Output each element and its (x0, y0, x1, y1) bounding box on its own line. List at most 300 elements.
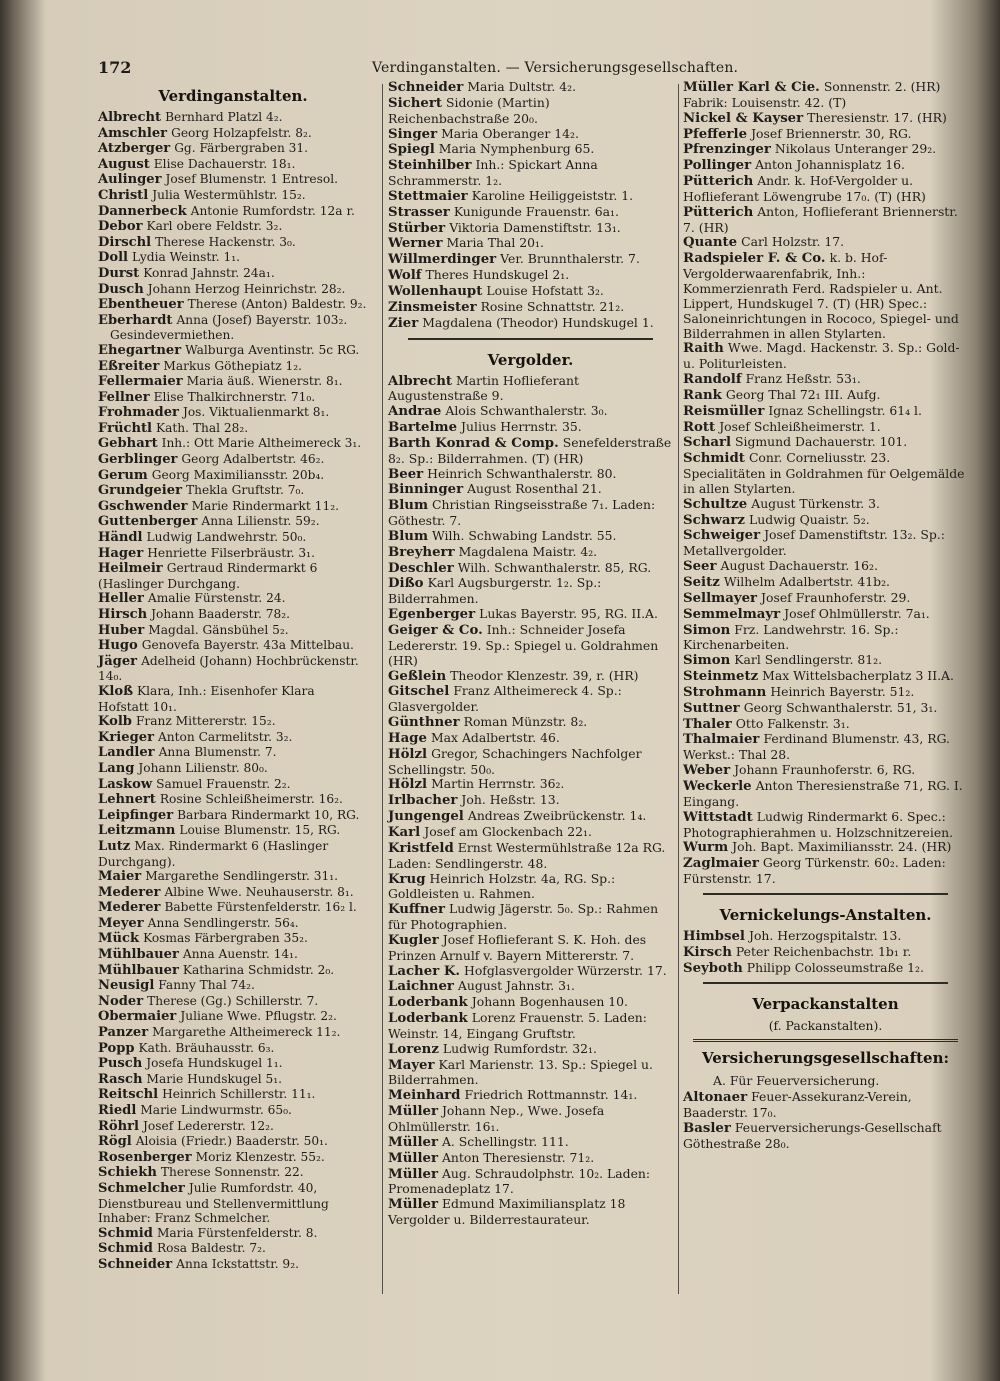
directory-entry (388, 933, 673, 964)
entry-details: Senefelderstraße 8₂. Sp.: Bilderrahmen. (T) (HR) (388, 434, 672, 466)
entry-name: Mühlbauer (98, 962, 179, 978)
directory-entry (683, 513, 968, 529)
entry-details: Josef Ohlmüllerstr. 7a₁. (784, 605, 930, 621)
entry-name: Weber (683, 763, 731, 779)
directory-entry (683, 575, 968, 591)
entry-name: Mühlbauer (98, 947, 179, 963)
directory-entry (388, 747, 673, 778)
entry-details: Louise Hofstatt 3₂. (486, 282, 604, 298)
directory-entry (683, 945, 968, 961)
entry-name: Stettmaier (388, 188, 468, 204)
directory-entry (98, 530, 368, 546)
entry-name: Eberhardt (98, 312, 173, 328)
entry-name: Gschwender (98, 498, 188, 514)
directory-entry (388, 793, 673, 809)
entry-name: Beer (388, 466, 424, 482)
directory-entry (98, 374, 368, 390)
directory-entry (683, 451, 968, 497)
entry-details: Hofglasvergolder Würzerstr. 17. (464, 962, 667, 978)
cross-reference-note: (f. Packanstalten). (768, 1018, 883, 1034)
entry-name: Schiekh (98, 1165, 157, 1181)
entry-details: Anna Blumenstr. 7. (158, 745, 277, 760)
entry-name: Pusch (98, 1056, 143, 1072)
directory-entry (98, 390, 368, 406)
entry-details: Friedrich Rottmannstr. 14₁. (464, 1087, 638, 1103)
directory-entry (683, 559, 968, 575)
entry-name: Quante (683, 235, 738, 251)
entry-details: Gregor, Schachingers Nachfolger Schellingstr. 50₀. (388, 745, 642, 777)
entry-name: Mederer (98, 900, 161, 916)
entry-details: Andreas Zweibrückenstr. 1₄. (467, 808, 647, 824)
entry-details: Inh.: Ott Marie Altheimereck 3₁. (161, 436, 362, 451)
entry-details: Karl Augsburgerstr. 1₂. Sp.: Bilderrahmen. (388, 575, 602, 607)
entry-name: Hugo (98, 638, 138, 654)
directory-entry (683, 810, 968, 841)
entry-name: Panzer (98, 1025, 149, 1041)
directory-entry (683, 111, 968, 127)
entry-details: Rosa Baldestr. 7₂. (156, 1241, 266, 1256)
directory-entry (683, 685, 968, 701)
entry-name: Loderbank (388, 1011, 468, 1027)
directory-entry (98, 808, 368, 824)
entry-details: Julia Westermühlstr. 15₂. (152, 187, 306, 202)
directory-entry (98, 607, 368, 623)
entry-details: Therese (Anton) Baldestr. 9₂. (187, 297, 367, 312)
entry-details: Josefa Hundskugel 1₁. (146, 1056, 283, 1071)
directory-entry (388, 715, 673, 731)
entry-details: Karl Sendlingerstr. 81₂. (734, 652, 883, 668)
directory-entry (683, 388, 968, 404)
entry-name: Seyboth (683, 960, 743, 976)
entry-name: Albrecht (388, 373, 453, 389)
entry-details: Josef Blumenstr. 1 Entresol. (165, 172, 339, 187)
entry-details: Maria Oberanger 14₂. (441, 125, 579, 141)
entry-name: Seitz (683, 575, 720, 590)
section-heading-vergolder: Vergolder. (487, 350, 574, 369)
directory-entry (98, 219, 368, 235)
directory-entry (98, 900, 368, 916)
directory-entry (98, 684, 368, 714)
directory-entry (388, 809, 673, 825)
entry-name: Pütterich (683, 204, 754, 220)
entry-list (683, 1090, 968, 1151)
entry-name: Karl (388, 824, 421, 840)
entry-name: Lehnert (98, 792, 156, 808)
directory-entry (98, 792, 368, 808)
directory-entry (683, 158, 968, 174)
entry-details: Lydia Weinstr. 1₁. (132, 250, 241, 265)
directory-entry (98, 730, 368, 746)
entry-details: Theodor Klenzestr. 39, r. (HR) (450, 667, 639, 683)
directory-entry (388, 374, 673, 405)
entry-details: Max Adalbertstr. 46. (430, 729, 560, 745)
entry-details: Joh. Herzogspitalstr. 13. (748, 927, 902, 943)
entry-details: Elise Thalkirchnerstr. 71₀. (153, 389, 316, 404)
entry-details: Ludwig Quaistr. 5₂. (749, 511, 870, 527)
entry-details: Inh.: Spickart Anna Schrammerstr. 1₂. (388, 157, 598, 189)
directory-entry (98, 546, 368, 562)
entry-name: Gebhart (98, 436, 158, 452)
column-1 (98, 80, 368, 1273)
entry-name: Kristfeld (388, 840, 454, 856)
entry-details: Margarethe Altheimereck 11₂. (152, 1025, 341, 1040)
entry-name: Schmid (98, 1225, 153, 1241)
directory-entry (683, 142, 968, 158)
directory-entry (98, 235, 368, 251)
directory-entry (98, 978, 368, 994)
entry-name: Lorenz (388, 1041, 439, 1057)
entry-details: Josef Damenstiftstr. 13₂. Sp.: Metallvergolder. (683, 527, 945, 559)
entry-list (683, 80, 968, 887)
entry-name: Laskow (98, 776, 153, 792)
entry-name: Meyer (98, 915, 144, 931)
directory-entry (388, 1011, 673, 1042)
directory-entry (98, 421, 368, 437)
directory-entry (683, 623, 968, 654)
entry-name: Müller Karl & Cie. (683, 80, 820, 95)
directory-entry (98, 141, 368, 157)
directory-entry (98, 869, 368, 885)
directory-entry (388, 316, 673, 332)
entry-details: Max Wittelsbacherplatz 3 II.A. (762, 668, 954, 684)
column-rule (678, 84, 679, 1294)
entry-name: Basler (683, 1121, 731, 1137)
entry-name: Pollinger (683, 158, 752, 174)
column-rule (382, 84, 383, 1294)
entry-name: Eßreiter (98, 358, 160, 374)
entry-details: Maria Fürstenfelderstr. 8. (156, 1225, 318, 1240)
entry-name: Singer (388, 126, 438, 142)
directory-entry (388, 467, 673, 483)
entry-details: Kath. Thal 28₂. (156, 420, 249, 435)
entry-details: k. b. Hof-Vergolderwaarenfabrik, Inh.: Kommerzienrath Ferd. Radspieler u. Ant. Lippert, Hundskugel 7. (T) (HR) Spec.: Saloneinrichtungen in Rococo, Spiegel- und Bilderrahmen in allen Stylarten. (683, 250, 959, 341)
directory-entry (98, 1009, 368, 1025)
entry-details: Max. Rindermarkt 6 (Haslinger Durchgang). (98, 838, 329, 869)
entry-name: Gitschel (388, 684, 450, 700)
entry-name: Rank (683, 387, 722, 403)
entry-name: Schmelcher (98, 1180, 185, 1196)
directory-entry (98, 157, 368, 173)
entry-name: Jungengel (388, 809, 464, 825)
directory-entry (388, 841, 673, 872)
entry-name: Weckerle (683, 778, 752, 794)
directory-entry (388, 205, 673, 221)
entry-details: Katharina Schmidstr. 2₀. (182, 962, 335, 977)
directory-entry (98, 282, 368, 298)
entry-details: Marie Hundskugel 5₁. (146, 1071, 283, 1086)
entry-details: Therese (Gg.) Schillerstr. 7. (147, 993, 319, 1008)
directory-entry (388, 684, 673, 715)
directory-entry (98, 1241, 368, 1257)
directory-entry (98, 916, 368, 932)
directory-entry (683, 669, 968, 685)
directory-entry (388, 872, 673, 903)
entry-name: Barth Konrad & Comp. (388, 435, 559, 451)
directory-entry (98, 266, 368, 282)
directory-entry (98, 745, 368, 761)
entry-details: Sidonie (Martin) Reichenbachstraße 20₀. (388, 94, 550, 126)
entry-details: Ferdinand Blumenstr. 43, RG. Werkst.: Thal 28. (683, 731, 950, 763)
entry-details: Carl Holzstr. 17. (741, 234, 845, 250)
directory-entry (388, 127, 673, 143)
entry-details: Josef am Glockenbach 22₁. (424, 823, 592, 839)
entry-name: Steinmetz (683, 669, 759, 685)
directory-entry (388, 1197, 673, 1228)
entry-details: Johann Lilienstr. 80₀. (138, 760, 268, 775)
entry-details: Theresienstr. 17. (HR) (807, 109, 947, 125)
directory-entry (98, 1041, 368, 1057)
entry-details: Ver. Brunnthalerstr. 7. (500, 251, 640, 267)
entry-name: Müller (388, 1104, 438, 1120)
entry-name: Lutz (98, 838, 131, 854)
running-head: Verdinganstalten. — Versicherungsgesellschaften. (372, 60, 739, 76)
entry-name: Hirsch (98, 607, 148, 622)
entry-list (683, 929, 968, 977)
entry-details: Anna (Josef) Bayerstr. 103₂. (176, 312, 348, 327)
directory-entry (98, 1181, 368, 1226)
directory-entry (683, 251, 968, 341)
entry-name: Zaglmaier (683, 856, 759, 872)
entry-details: Heinrich Holzstr. 4a, RG. Sp.: Goldleisten u. Rahmen. (388, 870, 616, 902)
entry-name: Blum (388, 528, 429, 544)
entry-details: August Dachauerstr. 16₂. (720, 558, 878, 574)
directory-entry (98, 436, 368, 452)
directory-entry (98, 405, 368, 421)
entry-details: Babette Fürstenfelderstr. 16₂ l. (164, 900, 357, 915)
entry-details: Aug. Schraudolphstr. 10₂. Laden: Promenadeplatz 17. (388, 1165, 651, 1197)
directory-entry (683, 929, 968, 945)
entry-name: Maier (98, 869, 142, 885)
entry-details: Georg Holzapfelstr. 8₂. (171, 125, 312, 140)
directory-entry (388, 80, 673, 96)
entry-name: Albrecht (98, 110, 162, 125)
entry-details: Joh. Bapt. Maximiliansstr. 24. (HR) (732, 839, 952, 855)
entry-details: Klara, Inh.: Eisenhofer Klara Hofstatt 10₁. (98, 683, 315, 714)
directory-entry (98, 204, 368, 220)
entry-name: Himbsel (683, 928, 745, 944)
directory-entry (388, 607, 673, 623)
directory-entry (683, 80, 968, 111)
entry-details: Georg Maximiliansstr. 20b₄. (151, 467, 325, 482)
entry-details: Georg Türkenstr. 60₂. Laden: Fürstenstr. 17. (683, 855, 946, 887)
directory-entry (98, 885, 368, 901)
entry-name: Debor (98, 219, 143, 235)
entry-name: Schweiger (683, 528, 761, 544)
entry-details: August Türkenstr. 3. (751, 495, 880, 511)
directory-entry (683, 435, 968, 451)
entry-name: Ehegartner (98, 342, 182, 358)
entry-details: Lorenz Frauenstr. 5. Laden: Weinstr. 14, Eingang Gruftstr. (388, 1010, 647, 1041)
directory-entry (388, 1104, 673, 1135)
entry-details: Anna Auenstr. 14₁. (182, 947, 298, 962)
entry-name: Scharl (683, 435, 732, 451)
entry-name: Fellermaier (98, 374, 183, 390)
entry-name: Sichert (388, 95, 443, 111)
entry-details: August Rosenthal 21. (467, 481, 602, 497)
entry-name: Bartelme (388, 420, 458, 436)
directory-entry (388, 979, 673, 995)
entry-name: Willmerdinger (388, 252, 497, 268)
entry-name: Kugler (388, 932, 439, 948)
entry-details: Sigmund Dachauerstr. 101. (735, 434, 908, 450)
entry-details: Josef Ledererstr. 12₂. (143, 1118, 274, 1133)
entry-details: Samuel Frauenstr. 2₂. (156, 776, 291, 791)
entry-details: Theres Hundskugel 2₁. (425, 267, 570, 283)
directory-entry (388, 252, 673, 268)
entry-name: Obermaier (98, 1009, 177, 1025)
directory-entry (98, 1165, 368, 1181)
directory-entry (388, 498, 673, 529)
directory-entry (388, 561, 673, 577)
section-heading-verdinganstalten: Verdinganstalten. (158, 87, 308, 105)
entry-details: Julius Herrnstr. 35. (461, 419, 582, 435)
entry-name: Deschler (388, 560, 454, 576)
entry-details: Edmund Maximiliansplatz 18 Vergolder u. Bilderrestaurateur. (388, 1196, 626, 1228)
entry-name: Steinhilber (388, 158, 472, 174)
entry-name: Aulinger (98, 172, 162, 188)
entry-name: Blum (388, 498, 429, 514)
entry-name: Strasser (388, 204, 450, 220)
entry-name: Sellmayer (683, 590, 758, 606)
entry-details: A. Schellingstr. 111. (441, 1133, 569, 1149)
directory-entry (683, 235, 968, 251)
entry-details: Franz Heßstr. 53₁. (745, 371, 861, 387)
entry-details: Fanny Thal 74₂. (158, 978, 255, 993)
directory-entry (388, 1088, 673, 1104)
entry-name: Kuffner (388, 902, 445, 918)
entry-name: Rosenberger (98, 1149, 192, 1165)
directory-entry (98, 1150, 368, 1166)
directory-entry (388, 902, 673, 933)
directory-entry (683, 763, 968, 779)
entry-name: Atzberger (98, 141, 171, 157)
entry-details: Otto Falkenstr. 3₁. (735, 715, 850, 731)
entry-name: Händl (98, 530, 143, 546)
entry-details: Bernhard Platzl 4₂. (165, 110, 283, 124)
entry-details: Josef Schleißheimerstr. 1. (719, 418, 881, 434)
entry-name: Amschler (98, 125, 168, 141)
directory-entry (98, 1226, 368, 1242)
entry-details: Adelheid (Johann) Hochbrückenstr. 14₀. (98, 653, 359, 684)
entry-name: Riedl (98, 1103, 137, 1118)
entry-details: Josef Fraunhoferstr. 29. (761, 589, 911, 605)
entry-name: Hölzl (388, 777, 428, 793)
entry-details: Marie Rindermarkt 11₂. (191, 498, 339, 513)
entry-name: Krieger (98, 729, 154, 745)
entry-name: Schneider (388, 80, 464, 95)
directory-entry (683, 591, 968, 607)
entry-name: Reismüller (683, 403, 765, 419)
entry-name: Stürber (388, 220, 446, 236)
directory-entry (388, 777, 673, 793)
entry-name: Müller (388, 1166, 438, 1182)
divider (703, 893, 948, 895)
entry-name: Müller (388, 1150, 438, 1166)
section-heading-versicherung: Versicherungsgesellschaften: (701, 1049, 950, 1068)
entry-name: Kirsch (683, 944, 732, 960)
entry-details: Barbara Rindermarkt 10, RG. (177, 807, 360, 822)
entry-name: Müller (388, 1134, 438, 1150)
entry-details: Anton Carmelitstr. 3₂. (157, 729, 293, 744)
entry-name: Spiegl (388, 142, 435, 158)
directory-entry (683, 174, 968, 205)
entry-details: Konrad Jahnstr. 24a₁. (143, 265, 275, 280)
directory-entry (388, 623, 673, 669)
entry-name: Semmelmayr (683, 606, 781, 622)
directory-entry (388, 189, 673, 205)
directory-entry (388, 529, 673, 545)
entry-details: Wilh. Schwanthalerstr. 85, RG. (457, 559, 652, 575)
directory-entry (388, 731, 673, 747)
entry-details: Louise Blumenstr. 15, RG. (179, 823, 341, 838)
entry-name: Lang (98, 760, 135, 776)
directory-entry (683, 1121, 968, 1152)
entry-details: Georg Schwanthalerstr. 51, 3₁. (743, 699, 938, 715)
entry-name: Schultze (683, 496, 748, 512)
entry-name: Dißo (388, 576, 424, 592)
entry-name: Wurm (683, 840, 729, 856)
directory-entry (98, 514, 368, 530)
directory-entry (98, 638, 368, 654)
entry-name: Hölzl (388, 746, 428, 762)
entry-name: Ebentheuer (98, 297, 184, 313)
entry-details: Feuerversicherungs-Gesellschaft Göthestraße 28₀. (683, 1120, 942, 1151)
entry-details: Alois Schwanthalerstr. 3₀. (445, 403, 608, 419)
directory-entry (388, 1135, 673, 1151)
entry-details: Heinrich Schillerstr. 11₁. (162, 1087, 316, 1102)
directory-entry (98, 654, 368, 684)
entry-name: Thalmaier (683, 732, 760, 748)
entry-details: Wwe. Magd. Hackenstr. 3. Sp.: Gold- u. Politurleisten. (683, 340, 960, 372)
entry-name: Guttenberger (98, 514, 198, 530)
entry-name: Altonaer (683, 1090, 748, 1106)
directory-entry (98, 1119, 368, 1135)
entry-name: Heilmeir (98, 561, 163, 577)
entry-details: Anton Theresienstr. 71₂. (441, 1149, 595, 1165)
directory-entry (98, 761, 368, 777)
entry-details: Maria Dultstr. 4₂. (467, 79, 577, 94)
entry-details: Albine Wwe. Neuhauserstr. 8₁. (164, 884, 354, 899)
directory-entry (683, 372, 968, 388)
entry-name: Breyherr (388, 544, 455, 560)
directory-entry (98, 561, 368, 591)
entry-details: Therese Hackenstr. 3₀. (155, 234, 296, 249)
entry-details: Wilh. Schwabing Landstr. 55. (432, 527, 617, 543)
divider (693, 1039, 958, 1042)
directory-entry (98, 1103, 368, 1119)
entry-name: Zier (388, 315, 419, 331)
entry-name: Mück (98, 931, 140, 947)
directory-entry (98, 623, 368, 639)
entry-name: Mederer (98, 884, 161, 900)
entry-details: Margarethe Sendlingerstr. 31₁. (145, 869, 339, 884)
entry-details: Elise Dachauerstr. 18₁. (153, 156, 296, 171)
entry-details: Ignaz Schellingstr. 61₄ l. (768, 402, 922, 418)
entry-details: Maria Nymphenburg 65. (438, 141, 595, 157)
entry-details: Anna Lilienstr. 59₂. (201, 514, 320, 529)
entry-name: Rasch (98, 1071, 143, 1087)
entry-name: Nickel & Kayser (683, 110, 804, 126)
entry-details: Conr. Corneliusstr. 23. Specialitäten in Goldrahmen für Oelgemälde in allen Stylarten. (683, 450, 965, 496)
entry-name: Neusigl (98, 978, 155, 994)
directory-entry (98, 359, 368, 375)
entry-name: Gerblinger (98, 452, 178, 468)
entry-details: Johann Baaderstr. 78₂. (151, 607, 291, 621)
directory-entry (98, 1072, 368, 1088)
entry-details: Kosmas Färbergraben 35₂. (143, 931, 308, 946)
directory-entry (98, 172, 368, 188)
entry-details: Gg. Färbergraben 31. (174, 141, 309, 156)
